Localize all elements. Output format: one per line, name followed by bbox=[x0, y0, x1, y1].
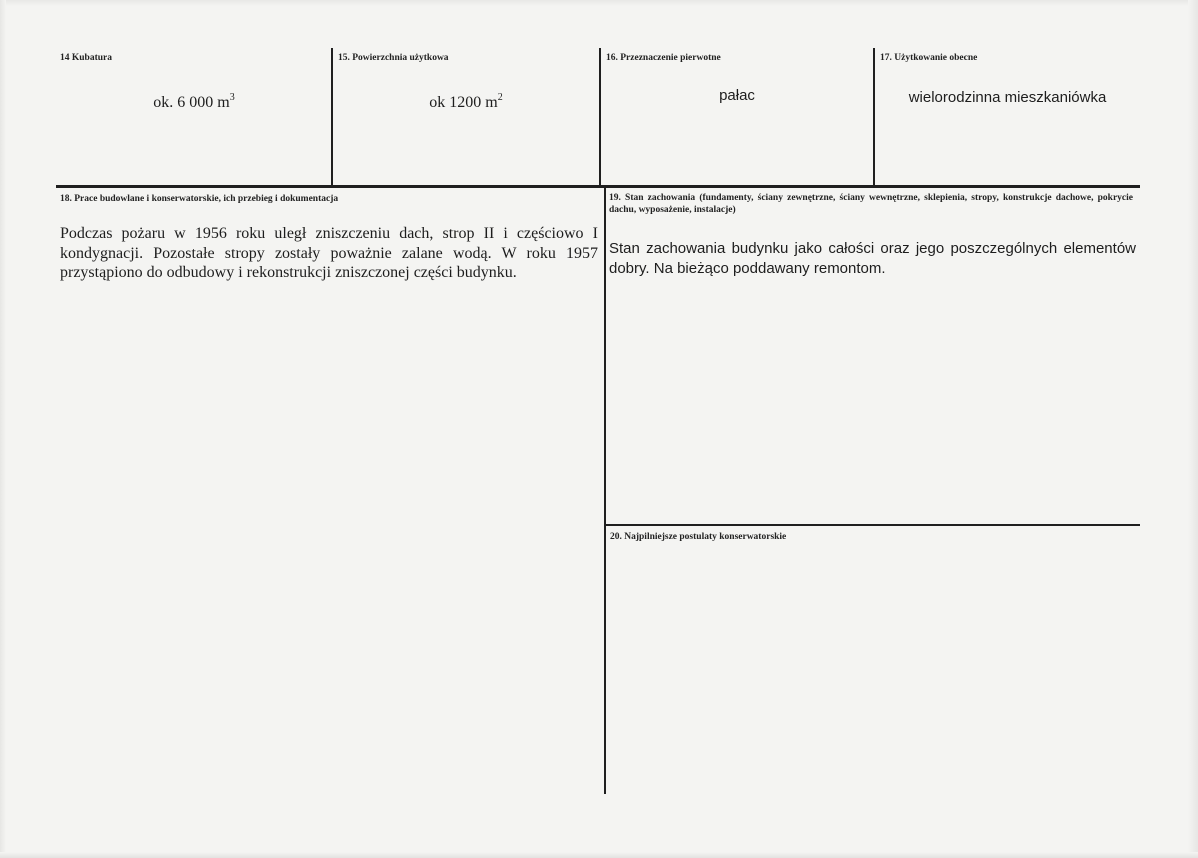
scan-edge-top bbox=[0, 0, 1198, 6]
divider-14-15 bbox=[331, 48, 333, 187]
field-14-value bbox=[60, 93, 328, 112]
field-17-label: 17. Użytkowanie obecne bbox=[880, 53, 978, 63]
scan-edge-right bbox=[1188, 0, 1198, 858]
field-15-value bbox=[333, 93, 599, 112]
field-16-label: 16. Przeznaczenie pierwotne bbox=[606, 53, 721, 63]
divider-19-20 bbox=[606, 524, 1140, 526]
divider-16-17 bbox=[873, 48, 875, 187]
field-20-label: 20. Najpilniejsze postulaty konserwatorskie bbox=[610, 532, 787, 542]
field-18-text: Podczas pożaru w 1956 roku uległ zniszczeniu dach, strop II i częściowo I kondygnacji. Pozostałe stropy zostały poważnie zalane wodą. W roku 1957 przystąpiono do odbudowy i rekonstrukcji zniszczonej części budynku. bbox=[60, 225, 598, 281]
field-15-value-exponent: 2 bbox=[497, 92, 503, 103]
field-14-value-text: ok. 6 000 m bbox=[153, 94, 230, 111]
scan-edge-bottom bbox=[0, 852, 1198, 858]
field-14-label: 14 Kubatura bbox=[60, 53, 112, 63]
scan-edge-left bbox=[0, 0, 6, 858]
divider-15-16 bbox=[599, 48, 601, 187]
field-14-value-exponent: 3 bbox=[229, 92, 235, 103]
field-18-label: 18. Prace budowlane i konserwatorskie, ich przebieg i dokumentacja bbox=[60, 194, 339, 204]
field-17-value: wielorodzinna mieszkaniówka bbox=[908, 89, 1107, 106]
field-19-label: 19. Stan zachowania (fundamenty, ściany zewnętrzne, ściany wewnętrzne, sklepienia, stropy, konstrukcje dachowe, pokrycie dachu, wyposażenie, instalacje) bbox=[609, 193, 1133, 215]
field-19-text: Stan zachowania budynku jako całości oraz jego poszczególnych elementów dobry. Na bieżąco poddawany remontom. bbox=[609, 240, 1136, 277]
field-15-value-text: ok 1200 m bbox=[429, 94, 498, 111]
divider-center-vertical bbox=[604, 187, 606, 794]
field-15-label: 15. Powierzchnia użytkowa bbox=[338, 53, 449, 63]
divider-row-top bbox=[56, 185, 1140, 188]
field-16-value: pałac bbox=[719, 87, 755, 104]
